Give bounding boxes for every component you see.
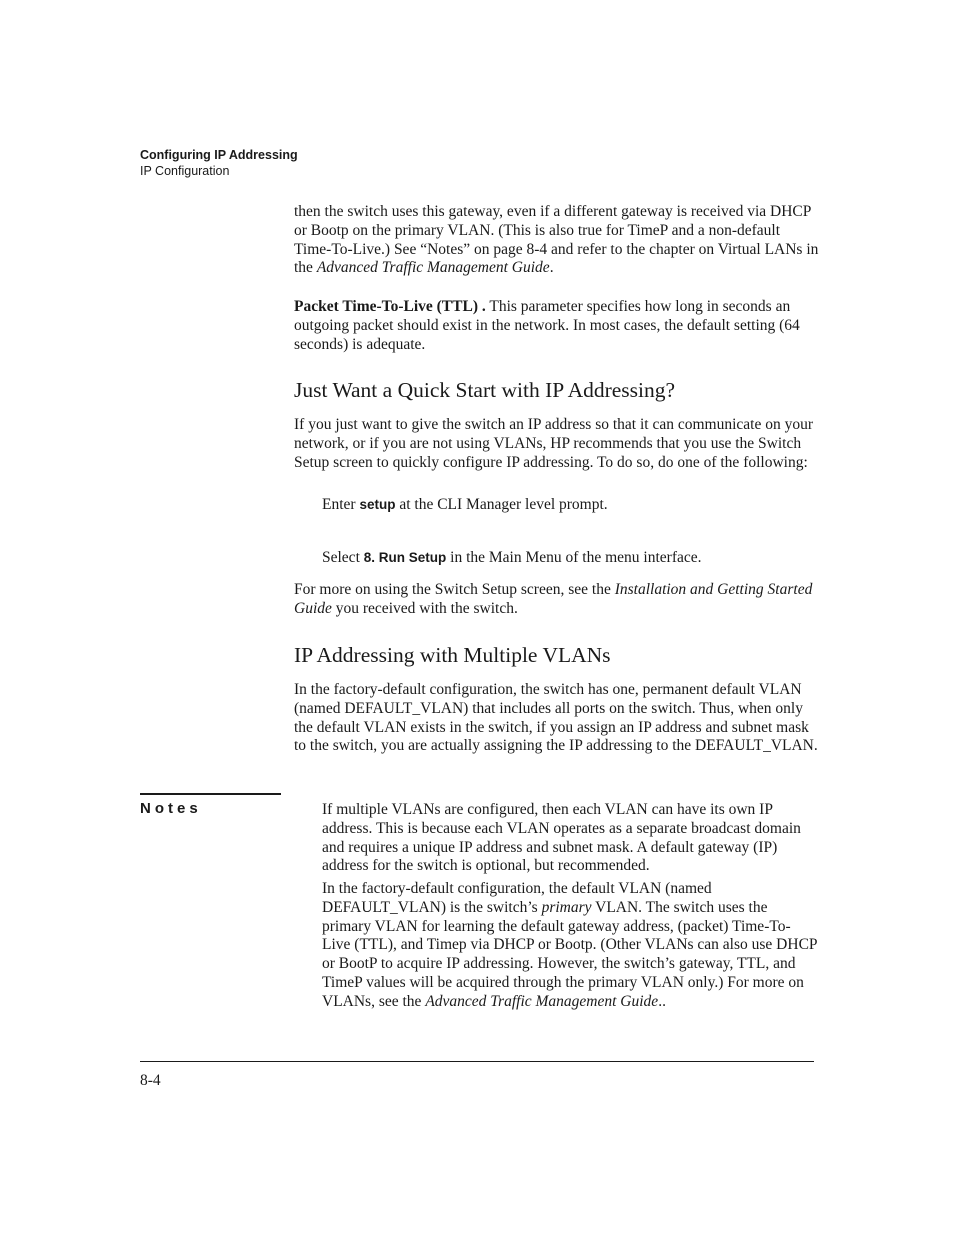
chapter-title: Configuring IP Addressing — [140, 148, 298, 162]
install-guide-ref: Installation and Getting Started Guide — [294, 581, 813, 617]
option2-post: in the Main Menu of the menu interface. — [446, 549, 702, 566]
notes-primary-emphasis: primary — [541, 898, 592, 916]
notes-rule — [140, 793, 281, 795]
notes-paragraph-2 — [322, 880, 819, 1012]
intro-text-end: . — [549, 259, 554, 277]
more-post: you received with the switch. — [331, 599, 518, 617]
option-run-setup-menu — [322, 549, 819, 568]
setup-command: setup — [359, 497, 396, 512]
ttl-text: This parameter specifies how long in seconds an outgoing packet should exist in the network. In most cases, the default setting (64 seconds) is adequate. — [294, 298, 800, 353]
quick-start-heading: Just Want a Quick Start with IP Addressing? — [294, 378, 676, 402]
footer-rule — [140, 1061, 814, 1062]
multi-vlan-heading: IP Addressing with Multiple VLANs — [294, 643, 611, 667]
option1-post: at the CLI Manager level prompt. — [395, 496, 608, 513]
notes-guide-ref: Advanced Traffic Management Guide — [425, 992, 659, 1010]
option2-pre: Select — [322, 549, 364, 566]
ttl-term: Packet Time-To-Live (TTL) . — [294, 298, 486, 315]
intro-text: then the switch uses this gateway, even if a different gateway is received via DHCP or Bootp on the primary VLAN. (This is also true for TimeP and a non-default Time-To-Live.) See “Notes” on page 8-4 and refer to the chapter on Virtual LANs in the — [294, 203, 819, 277]
running-head — [140, 147, 298, 179]
quick-start-intro: If you just want to give the switch an IP address so that it can communicate on your network, or if you are not using VLANs, HP recommends that you use the Switch Setup screen to quickly configure IP addressing. To do so, do one of the following: — [294, 416, 813, 471]
notes-p2-mid: VLAN. The switch uses the primary VLAN for learning the default gateway address, (packet) Time-To-Live (TTL), and Timep via DHCP or Bootp. (Other VLANs can also use DHCP or BootP to acquire IP addressing. However, the switch’s gateway, TTL, and TimeP values will be acquired through the primary VLAN only.) For more on VLANs, see the — [322, 898, 817, 1010]
section-title: IP Configuration — [140, 164, 230, 178]
multi-vlan-paragraph: In the factory-default configuration, the switch has one, permanent default VLAN (named DEFAULT_VLAN) that includes all ports on the switch. Thus, when only the default VLAN exists in the switch, if you assign an IP address and subnet mask to the switch, you are actually assigning the IP addressing to the DEFAULT_VLAN. — [294, 681, 818, 755]
option1-pre: Enter — [322, 496, 360, 513]
quick-start-more — [294, 581, 819, 619]
ttl-paragraph — [294, 298, 819, 354]
intro-paragraph — [294, 203, 819, 278]
notes-p2-pre: In the factory-default configuration, the default VLAN (named DEFAULT_VLAN) is the switch’s — [322, 880, 712, 916]
notes-paragraph-1: If multiple VLANs are configured, then each VLAN can have its own IP address. This is because each VLAN operates as a separate broadcast domain and requires a unique IP address and subnet mask. A default gateway (IP) address for the switch is optional, but recommended. — [322, 801, 801, 875]
intro-guide-ref: Advanced Traffic Management Guide — [316, 259, 550, 277]
notes-p2-post: .. — [658, 992, 666, 1010]
option-setup-cli — [322, 496, 819, 515]
more-pre: For more on using the Switch Setup screen, see the — [294, 581, 615, 598]
run-setup-menu-item: 8. Run Setup — [363, 550, 447, 565]
notes-label: Notes — [140, 800, 202, 817]
page-number: 8-4 — [140, 1072, 161, 1089]
